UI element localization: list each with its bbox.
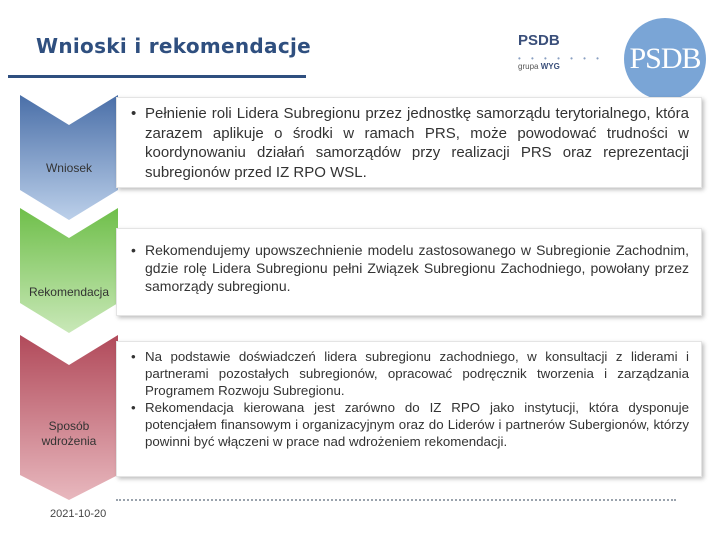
panel-sposob-wdrozenia xyxy=(116,341,702,477)
step-chevron-sposob-wdrozenia xyxy=(20,335,118,500)
logo-text: PSDB xyxy=(518,32,560,49)
bullet-item: • Rekomendujemy upowszechnienie modelu zastosowanego w Subregionie Zachodnim, gdzie rolę Lidera Subregionu pełni Związek Subregionu Zachodniego, powołany przez samorządy subregionu. xyxy=(125,241,689,295)
logo-subtext: grupa WYG xyxy=(518,62,560,71)
chevron-shape xyxy=(20,335,118,500)
step-chevron-rekomendacja xyxy=(20,208,118,333)
panel-wniosek xyxy=(116,97,702,188)
bullet-list xyxy=(125,104,689,182)
panel-rekomendacja xyxy=(116,228,702,316)
bullet-list xyxy=(125,348,689,450)
footer-date: 2021-10-20 xyxy=(50,508,107,520)
title-underline xyxy=(8,75,306,78)
chevron-shape xyxy=(20,208,118,333)
psdb-circle-logo xyxy=(624,18,706,100)
chevron-shape xyxy=(20,95,118,220)
logo-dots: • • • • • • • xyxy=(518,54,603,63)
bullet-item: • Rekomendacja kierowana jest zarówno do IZ RPO jako instytucji, która dysponuje potencjałem finansowym i organizacyjnym oraz do Liderów i partnerów Subergionów, którzy powinni być włączeni w prace nad wdrożeniem rekomendacji. xyxy=(125,399,689,450)
step-label: Sposób wdrożenia xyxy=(41,419,97,448)
page-title: Wnioski i rekomendacje xyxy=(36,34,311,58)
logo-circle-text: PSDB xyxy=(629,42,701,75)
psdb-logo xyxy=(518,32,618,76)
step-chevron-wniosek xyxy=(20,95,118,220)
step-label: Wniosek xyxy=(45,161,92,175)
footer-divider xyxy=(116,499,676,501)
bullet-item: • Pełnienie roli Lidera Subregionu przez jednostkę samorządu terytorialnego, która zarazem aplikuje o środki w ramach PRS, może powodować trudności w koordynowaniu działań samorządów przy realizacji PRS oraz reprezentacji subregionów przed IZ RPO WSL. xyxy=(125,104,689,182)
bullet-item: • Na podstawie doświadczeń lidera subregionu zachodniego, w konsultacji z liderami i partnerami pozostałych subregionów, opracować podręcznik tworzenia i zarządzania Programem Rozwoju Subregionu. xyxy=(125,348,689,399)
bullet-list xyxy=(125,241,689,295)
step-label: Rekomendacja xyxy=(28,285,110,299)
